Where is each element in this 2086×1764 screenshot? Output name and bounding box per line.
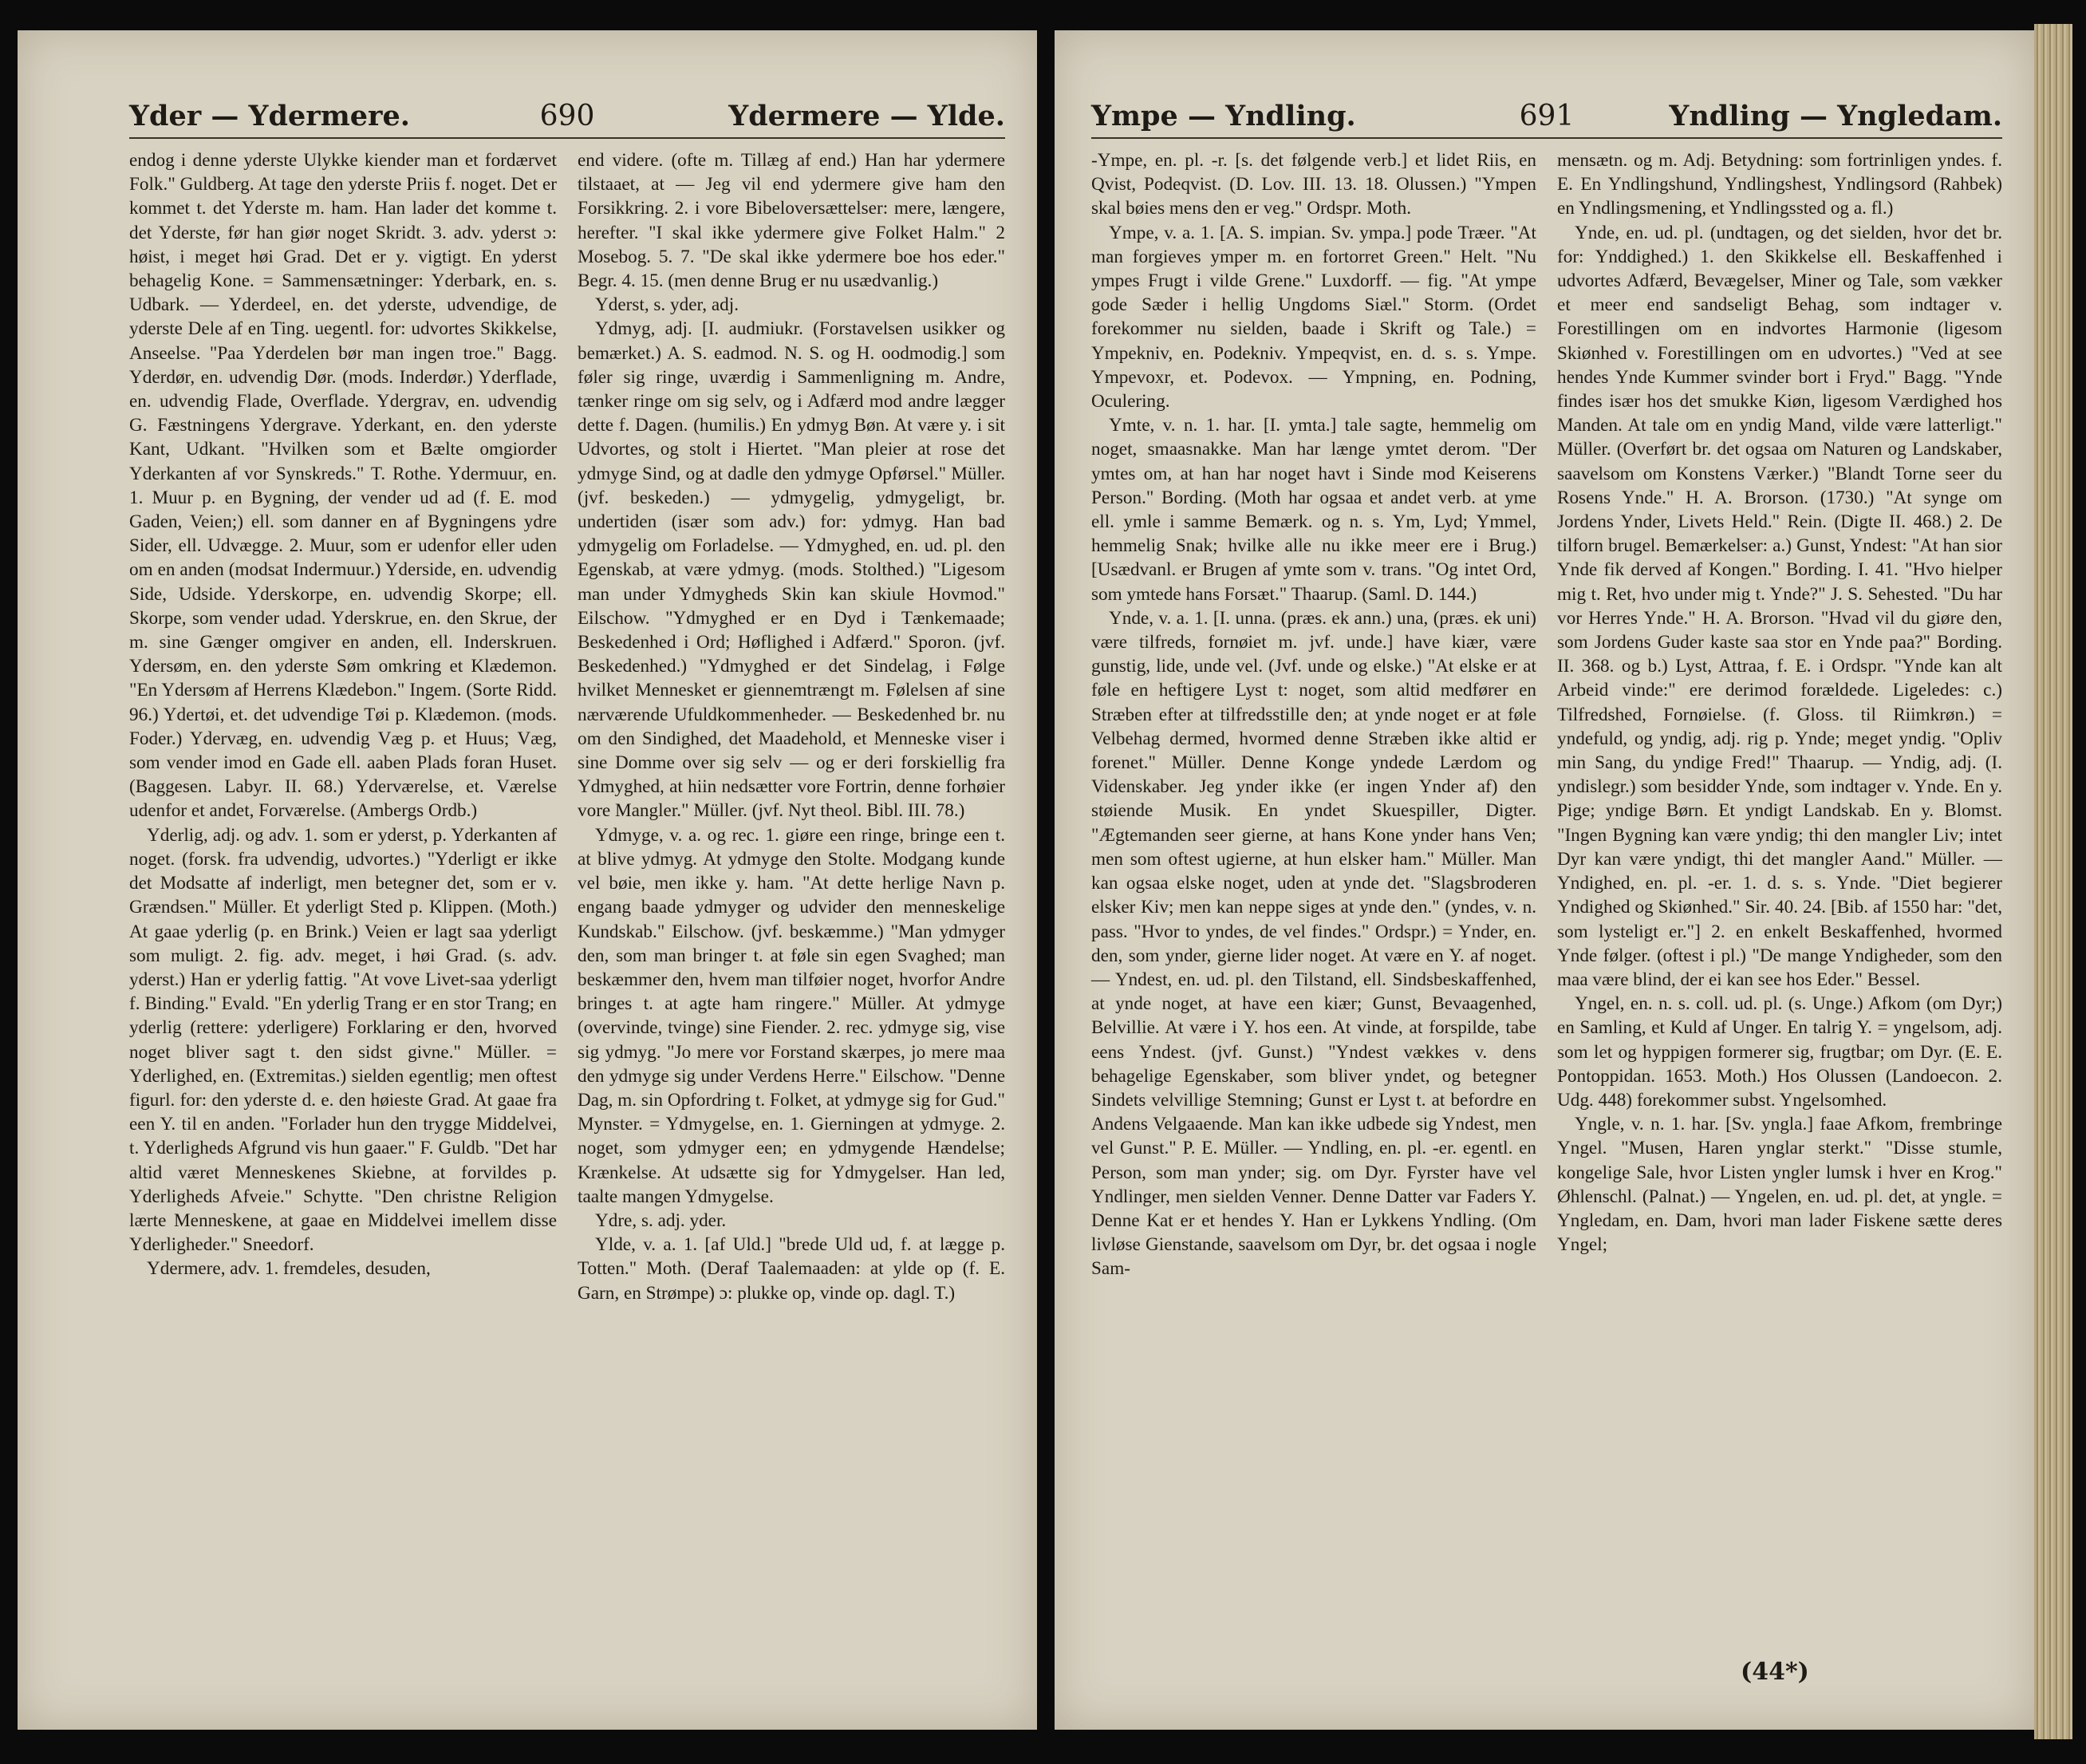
entry-ynde-verb: Ynde, v. a. 1. [I. unna. (præs. ek ann.) una, (præs. ek uni) være tilfreds, fornøiet m. jvf. unde.] have kiær, være gunstig, lide, unde vel. (Jvf. unde og elske.) "At elske er at føle en heftigere Lyst t: noget, som altid medfører en Stræben efter at tilfredsstille den; at ynde noget er at føle Velbehag dermed, hvormed denne Stræben ikke altid er forenet." Müller. Denne Konge yndede Lærdom og Videnskaber. Jeg ynder ikke (er ingen Ynder af) den støiende Musik. En yndet Skuespiller, Digter. "Ægtemanden seer gierne, at hans Kone ynder hans Ven; men som oftest ugierne, at hun elsker ham." Müller. Man kan ogsaa elske noget, uden at ynde det. "Slagsbroderen elsker Kiv; men kan neppe siges at ynde den." (yndes, v. n. pass. "Hvor to yndes, de vel findes." Ordspr.) = Ynder, en. den, som ynder, gierne lider noget. At være en Y. af noget. — Yndest, en. ud. pl. den Tilstand, ell. Sindsbeskaffenhed, at ynde noget, at have een kiær; Gunst, Bevaagenhed, Belvillie. At være i Y. hos een. At vinde, at forspilde, tabe eens Yndest. (jvf. Gunst.) "Yndest vækkes v. dens behagelige Egenskaber, som bliver yndet, og betegner Sindets velvillige Stemning; Gunst er Lyst t. at befordre en Andens Velgaaende. Man kan ikke udbede sig Yndest, men vel Gunst." P. E. Müller. — Yndling, en. pl. -er. egentl. en Person, som man ynder; sig. om Dyr. Fyrster have vel Yndlinger, men sielden Venner. Denne Datter var Faders Y. Denne Kat er et hendes Y. Han er Lykkens Yndling. (Om livløse Gienstande, saavelsom om Dyr, br. det ogsaa i nogle Sam- bbox=[1091, 607, 1536, 1280]
entry-ydermere: Ydermere, adv. 1. fremdeles, desuden, bbox=[147, 1258, 431, 1280]
entry-ylde: Ylde, v. a. 1. [af Uld.] "brede Uld ud, f. at lægge p. Totten." Moth. (Deraf Taalemaaden: at ylde op (f. E. Garn, en Strømpe) ɔ: plukke op, vinde op. dagl. T.) bbox=[578, 1234, 1005, 1304]
running-head bbox=[1091, 93, 2002, 139]
entry-yderlig: Yderlig, adj. og adv. 1. som er yderst, p. Yderkanten af noget. (forsk. fra udvendig, udvortes.) "Yderligt er ikke det Modsatte af inderligt, men betegner det, som er v. Grændsen." Müller. Et yderligt Sted p. Klippen. (Moth.) At gaae yderlig (p. en Brink.) Veien er lagt saa yderligt som muligt. 2. fig. adv. meget, i høi Grad. (s. adv. yderst.) Han er yderlig fattig. "At vove Livet-saa yderligt f. Binding." Evald. "En yderlig Trang er en stor Trang; en yderlig (rettere: yderligere) Forklaring er den, hvorved noget bliver sagt t. den sidst givne." Müller. = Yderlighed, en. (Extremitas.) sielden egentlig; men oftest figurl. for: den yderste d. e. den høieste Grad. At gaae fra een Y. til en anden. "Forlader hun den trygge Middelvei, t. Yderligheds Afgrund vis hun gaaer." F. Guldb. "Det har altid været Menneskenes Skiebne, at forvildes p. Yderligheds Afveie." Schytte. "Den christne Religion lærte Menneskene, at gaae en Middelvei imellem disse Yderligheder." Sneedorf. bbox=[129, 824, 557, 1256]
column-left bbox=[129, 148, 557, 1305]
running-head-right: Ydermere — Ylde. bbox=[728, 100, 1005, 132]
right-page bbox=[1055, 30, 2034, 1730]
entry-ydermere-continued: end videre. (ofte m. Tillæg af end.) Han har ydermere tilstaaet, at — Jeg vil end ydermere give ham den Forsikkring. 2. i vore Bibeloversættelser: mere, længere, herefter. "I skal ikke ydermere give Folket Halm." 2 Mosebog. 5. 7. "De skal ikke ydermere boe hos eder." Begr. 4. 15. (men denne Brug er nu usædvanlig.) bbox=[578, 150, 1005, 292]
entry-ynde-noun: Ynde, en. ud. pl. (undtagen, og det sielden, hvor det br. for: Ynddighed.) 1. den Skikkelse ell. Beskaffenhed i udvortes Adfærd, Bevægelser, Miner og Tale, som vækker et meer end sandseligt Behag, som indtager v. Forestillingen om en indvortes Harmonie (ligesom Skiønhed v. Forestillingen om en udvortes.) "Ved at see hendes Ynde Kummer svinder bort i Fryd." Bagg. "Ynde findes især hos det smukke Kiøn, ligesom Værdighed hos Manden. At tale om en yndig Mand, vilde være latterligt." Müller. (Overført br. det ogsaa om Naturen og Landskaber, saavelsom om Konstens Værker.) "Blandt Torne seer du Rosens Ynde." H. A. Brorson. (1730.) "At synge om Jordens Ynder, Livets Held." Rein. (Digte II. 468.) 2. De tilforn brugel. Bemærkelser: a.) Gunst, Yndest: "At han sior Ynde fik derved af Kongen." Bording. I. 41. "Hvo hielper mig t. Ret, hvo under mig t. Ynde?" J. S. Sehested. "Du har vor Herres Ynde." H. A. Brorson. "Hvad vil du giøre den, som Jordens Guder kaste saa stor en Ynde paa?" Bording. II. 368. og b.) Lyst, Attraa, f. E. i Ordspr. "Ynde kan alt Arbeid vinde:" ere derimod forældede. Ligeledes: c.) Tilfredshed, Fornøielse. (f. Gloss. til Riimkrøn.) = yndefuld, og yndig, adj. rig p. Ynde; meget yndig. "Opliv min Sang, du yndige Fred!" Thaarup. — Yndig, adj. (I. yndislegr.) som besidder Ynde, som indtager v. Ynde. En y. Pige; yndige Børn. Et yndigt Landskab. En y. Blomst. "Ingen Bygning kan være yndig; thi den mangler Liv; intet Dyr kan være yndigt, thi det mangler Aand." Müller. — Yndighed, en. pl. -er. 1. d. s. s. Ynde. "Diet begierer Yndighed og Skiønhed." Sir. 40. 24. [Bib. af 1550 har: "det, som lysteligt er."] 2. en enkelt Beskaffenhed, hvormed Ynde følger. (oftest i pl.) "De mange Yndigheder, som den maa være blind, der ei kan see hos Eder." Bessel. bbox=[1557, 222, 2002, 990]
running-head-left: Yder — Ydermere. bbox=[129, 100, 410, 132]
entry-yngel: Yngel, en. n. s. coll. ud. pl. (s. Unge.) Afkom (om Dyr;) en Samling, et Kuld af Unger. En talrig Y. = yngelsom, adj. som let og hyppigen formerer sig, frugtbar; om Dyr. (E. E. Pontoppidan. 1653. Moth.) Hos Olussen (Landoecon. 2. Udg. 448) forekommer subst. Yngelsomhed. bbox=[1557, 993, 2002, 1111]
column-right bbox=[1557, 148, 2002, 1281]
entry-ydmyg: Ydmyg, adj. [I. audmiukr. (Forstavelsen usikker og bemærket.) A. S. eadmod. N. S. og H. oodmodig.] som føler sig ringe, uværdig i Sammenligning m. Andre, tænker ringe om sig selv, og i Adfærd mod andre lægger dette f. Dagen. (humilis.) En ydmyg Bøn. At være y. i sit Udvortes, og stolt i Hiertet. "Man pleier at rose det ydmyge Sind, og at dadle den ydmyge Opførsel." Müller. (jvf. beskeden.) — ydmygelig, ydmygeligt, br. undertiden (især som adv.) for: ydmyg. Han bad ydmygelig om Forladelse. — Ydmyghed, en. ud. pl. den Egenskab, at være ydmyg. (mods. Stolthed.) "Ligesom man under Ydmygheds Skin kan skiule Hovmod." Eilschow. "Ydmyghed er en Dyd i Tænkemaade; Beskedenhed i Ord; Høflighed i Adfærd." Sporon. (jvf. Beskedenhed.) "Ydmyghed er det Sindelag, i Følge hvilket Mennesket er giennemtrængt m. Følelsen af sine nærværende Ufuldkommenheder. — Beskedenhed br. nu om den Sindighed, det Maadehold, et Menneske viser i sine Domme over sig selv — og er deri forskiellig fra Ydmyghed, at hiin nedsætter vore Fortrin, denne forhøier vore Mangler." Müller. (jvf. Nyt theol. Bibl. III. 78.) bbox=[578, 318, 1005, 822]
column-right bbox=[578, 148, 1005, 1305]
entry-ydmyge: Ydmyge, v. a. og rec. 1. giøre een ringe, bringe een t. at blive ydmyg. At ydmyge den Stolte. Modgang kunde vel bøie, men ikke y. ham. "At dette herlige Navn p. engang baade ydmyger og udvider den menneskelige Kundskab." Eilschow. (jvf. beskæmme.) "Man ydmyger den, som man bringer t. at føle sin egen Svaghed; man beskæmmer den, hvem man tilføier noget, hvorfor Andre bringes t. at agte ham ringere." Müller. At ydmyge (overvinde, tvinge) sine Fiender. 2. rec. ydmyge sig, vise sig ydmyg. "Jo mere vor Forstand skærpes, jo mere maa den ydmyge sig under Verdens Herre." Eilschow. "Denne Dag, m. sin Opfordring t. Folket, at ydmyge sig for Gud." Mynster. = Ydmygelse, en. 1. Gierningen at ydmyge. 2. noget, som ydmyger een; en ydmygende Hændelse; Krænkelse. At udsætte sig for Ydmygelser. Han led, taalte mangen Ydmygelse. bbox=[578, 824, 1005, 1207]
page-number: 691 bbox=[1519, 100, 1575, 132]
column-left bbox=[1091, 148, 1536, 1281]
book-page-edges bbox=[2034, 24, 2072, 1739]
entry-ymte: Ymte, v. n. 1. har. [I. ymta.] tale sagte, hemmelig om noget, smaasnakke. Man har længe ymtet derom. "Der ymtes om, at han har noget havt i Sinde mod Keiserens Person." Bording. (Moth har ogsaa et andet verb. at yme ell. ymle i samme Bemærk. og n. s. Ym, Lyd; Ymmel, hemmelig Snak; hvilke alle nu ikke meer ere i Brug.) [Usædvanl. er Brugen af ymte som v. trans. "Og intet Ord, som ymtede hans Forsæt." Thaarup. (Saml. D. 144.) bbox=[1091, 415, 1536, 605]
text-columns bbox=[1091, 148, 2002, 1281]
entry-ympe-verb: Ympe, v. a. 1. [A. S. impian. Sv. ympa.] pode Træer. "At man forgieves ymper m. en fortorret Green." Helt. "Nu ympes Frugt i vilde Grene." Luxdorff. — fig. "At ympe gode Sæder i hellig Ungdoms Siæl." Storm. (Ordet forekommer nu sielden, baade i Skrift og Tale.) = Ympekniv, en. Podekniv. Ympeqvist, en. d. s. s. Ympe. Ympevoxr, et. Podevox. — Ympning, en. Podning, Oculering. bbox=[1091, 222, 1536, 412]
entry-ydre: Ydre, s. adj. yder. bbox=[595, 1210, 727, 1231]
text-columns bbox=[129, 148, 1005, 1305]
entry-yderst: Yderst, s. yder, adj. bbox=[595, 294, 739, 316]
running-head-left: Ympe — Yndling. bbox=[1091, 100, 1356, 132]
page-number: 690 bbox=[539, 100, 595, 132]
entry-yngle: Yngle, v. n. 1. har. [Sv. yngla.] faae Afkom, frembringe Yngel. "Musen, Haren ynglar sterkt." "Disse stumle, kongelige Sale, hvor Listen yngler lumsk i hver en Krog." Øhlenschl. (Palnat.) — Yngelen, en. ud. pl. det, at yngle. = Yngledam, en. Dam, hvori man lader Fiskene sætte deres Yngel; bbox=[1557, 1114, 2002, 1256]
running-head-right: Yndling — Yngledam. bbox=[1669, 100, 2002, 132]
entry-yndling-continued: mensætn. og m. Adj. Betydning: som fortrinligen yndes. f. E. En Yndlingshund, Yndlingshest, Yndlingsord (Rahbek) en Yndlingsmening, et Yndlingssted og a. fl.) bbox=[1557, 150, 2002, 219]
signature-mark: (44*) bbox=[1741, 1658, 1809, 1686]
running-head bbox=[129, 93, 1005, 139]
entry-ympe-noun: -Ympe, en. pl. -r. [s. det følgende verb.] et lidet Riis, en Qvist, Podeqvist. (D. Lov. III. 13. 18. Olussen.) "Ympen skal bøies mens den er veg." Ordspr. Moth. bbox=[1091, 150, 1536, 219]
entry-yder-continued: endog i denne yderste Ulykke kiender man et fordærvet Folk." Guldberg. At tage den yderste Priis f. noget. Det er kommet t. det Yderste m. ham. Han lader det komme t. det Yderste, før han giør noget Skridt. 3. adv. yderst ɔ: høist, i meget høi Grad. Det er y. vigtigt. En yderst behagelig Kone. = Sammensætninger: Yderbark, en. s. Udbark. — Yderdeel, en. det yderste, udvendige, de yderste Dele af en Ting. uegentl. for: udvortes Skikkelse, Anseelse. "Paa Yderdelen bør man ingen troe." Bagg. Yderdør, en. udvendig Dør. (mods. Inderdør.) Yderflade, en. udvendig Flade, Overflade. Ydergrav, en. udvendig G. Fæstningens Ydergrave. Yderkant, en. den yderste Kant, Udkant. "Hvilken som et Bælte omgiorder Yderkanten af vor Synskreds." T. Rothe. Ydermuur, en. 1. Muur p. en Bygning, der vender ud ad (f. E. mod Gaden, Veien;) ell. som danner en af Bygningens ydre Sider, ell. Udvægge. 2. Muur, som er udenfor eller uden om en anden (modsat Indermuur.) Yderside, en. udvendig Side, Udside. Yderskorpe, en. udvendig Skorpe; ell. Skorpe, som vender udad. Yderskrue, en. den Skrue, der m. sine Gænger omgiver en anden, ell. Inderskruen. Ydersøm, en. den yderste Søm omkring et Klædemon. "En Ydersøm af Herrens Klædebon." Ingem. (Sorte Ridd. 96.) Ydertøi, et. det udvendige Tøi p. Klædemon. (mods. Foder.) Ydervæg, en. udvendig Væg p. et Huus; Væg, som vender imod en Gade ell. aaben Plads foran Huset. (Baggesen. Labyr. II. 68.) Yderværelse, et. Værelse udenfor et andet, Forværelse. (Ambergs Ordb.) bbox=[129, 150, 557, 822]
left-page bbox=[18, 30, 1037, 1730]
